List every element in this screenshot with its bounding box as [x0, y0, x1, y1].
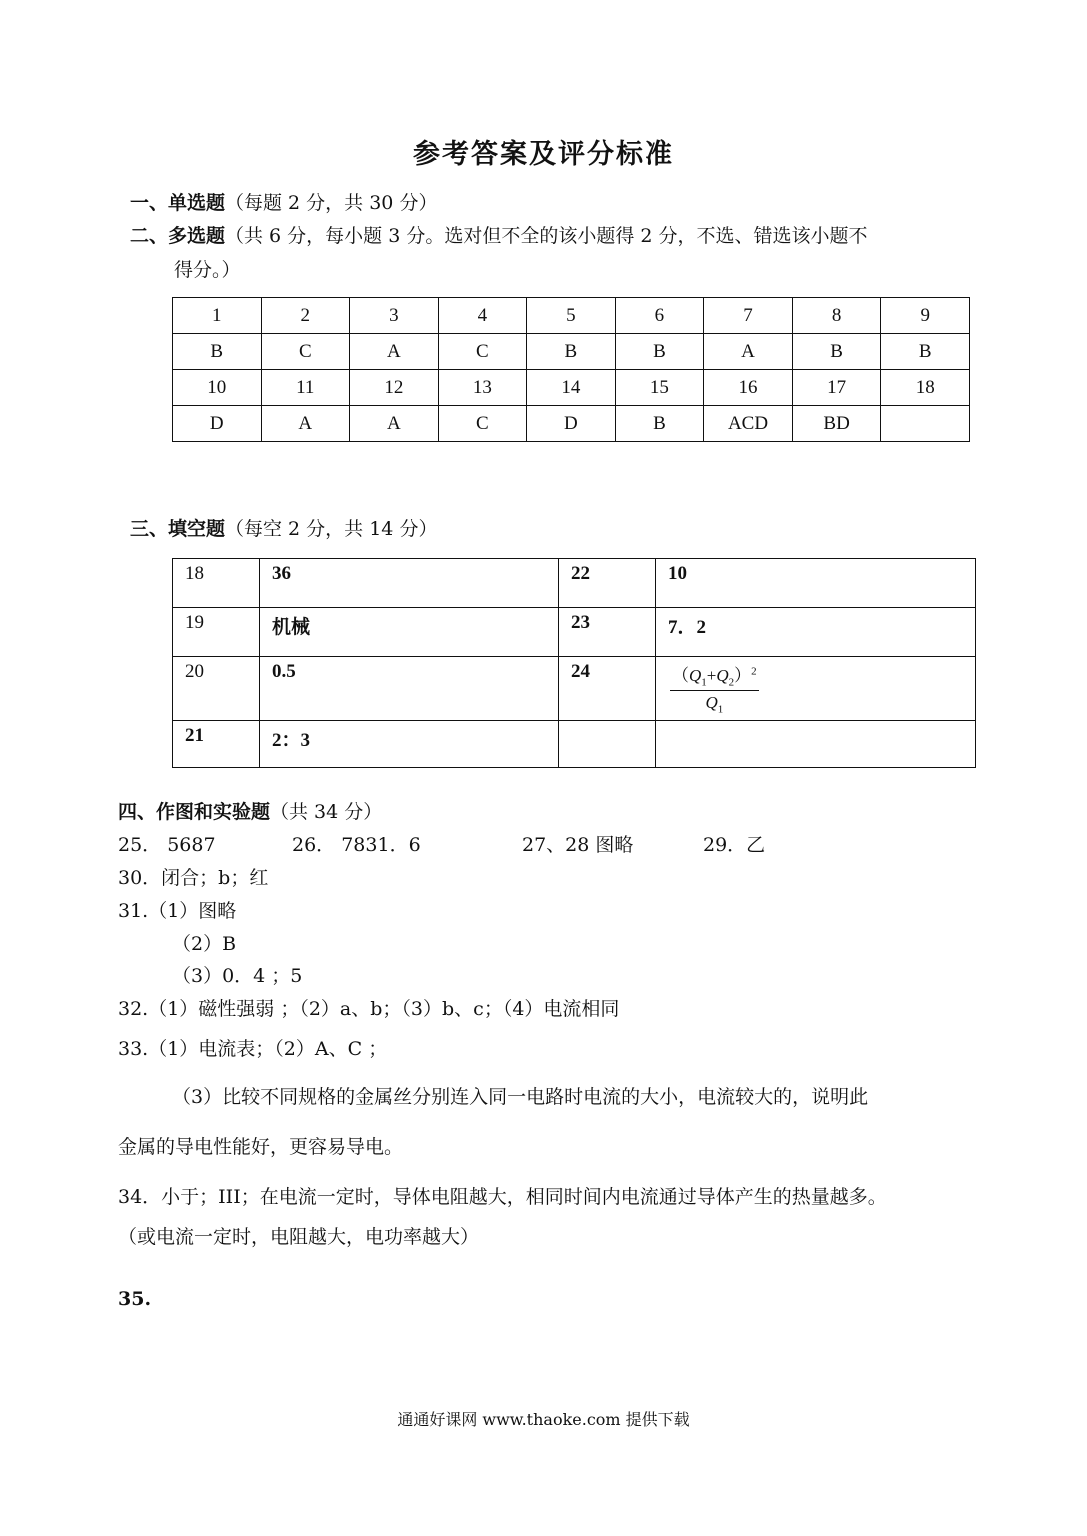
answer-26: 26． 7831．6	[292, 834, 421, 856]
table-row	[173, 657, 976, 721]
section-fill-blank	[130, 514, 437, 541]
paren: （	[672, 666, 689, 685]
answer-33-3-continued: 金属的导电性能好，更容易导电。	[118, 1136, 404, 1158]
answer-30: 30．闭合；b；红	[118, 867, 269, 889]
section-experiment	[118, 797, 382, 824]
table-row	[173, 720, 976, 767]
question-number: 17	[792, 370, 881, 406]
answer-31-1: 31.（1）图略	[118, 900, 237, 922]
answer-row	[173, 334, 970, 370]
question-number: 21	[173, 720, 260, 767]
answer-cell: A	[704, 334, 793, 370]
question-number: 16	[704, 370, 793, 406]
question-number: 22	[559, 559, 656, 608]
answer-cell: D	[173, 406, 262, 442]
section-note: （每空 2 分，共 14 分）	[225, 518, 438, 540]
table-row	[173, 608, 976, 657]
question-number: 1	[173, 298, 262, 334]
answer-cell: 10	[656, 559, 976, 608]
answer-cell	[656, 657, 976, 721]
answer-cell	[656, 720, 976, 767]
answer-33-3: （3）比较不同规格的金属丝分别连入同一电路时电流的大小，电流较大的，说明此	[172, 1086, 869, 1108]
answer-cell: B	[527, 334, 616, 370]
answer-cell: D	[527, 406, 616, 442]
answer-cell: ACD	[704, 406, 793, 442]
symbol: Q	[705, 693, 718, 713]
answer-cell: 机械	[260, 608, 559, 657]
section-heading: 三、填空题	[130, 518, 226, 540]
answer-31-3: （3）0．4 ；5	[172, 965, 303, 987]
plus: +	[706, 666, 717, 685]
answer-32: 32.（1）磁性强弱 ；（2）a、b；（3）b、c；（4）电流相同	[118, 998, 620, 1020]
section-multi-choice	[130, 221, 868, 248]
question-number: 18	[173, 559, 260, 608]
question-number: 14	[527, 370, 616, 406]
paren: ）	[734, 666, 752, 685]
subscript: 1	[701, 676, 707, 689]
answer-cell: B	[792, 334, 881, 370]
answer-cell: B	[615, 334, 704, 370]
question-number: 20	[173, 657, 260, 721]
answer-cell: C	[438, 334, 527, 370]
answer-29: 29．乙	[703, 834, 766, 856]
question-number: 24	[559, 657, 656, 721]
answer-cell: A	[350, 406, 439, 442]
answer-cell: 7．2	[656, 608, 976, 657]
answer-27-28: 27、28 图略	[522, 834, 634, 856]
symbol: Q	[689, 666, 702, 685]
question-number: 10	[173, 370, 262, 406]
answer-33-1: 33.（1）电流表；（2）A、C ；	[118, 1038, 388, 1060]
footer-source: 通通好课网 www.thaoke.com 提供下载	[397, 1410, 690, 1429]
answer-cell: B	[173, 334, 262, 370]
subscript: 2	[728, 676, 735, 689]
question-number: 7	[704, 298, 793, 334]
fraction-numerator	[670, 661, 759, 691]
answer-cell: B	[615, 406, 704, 442]
answer-cell: C	[261, 334, 350, 370]
answer-cell: A	[350, 334, 439, 370]
answer-cell: 2：3	[260, 720, 559, 767]
subscript: 1	[717, 703, 724, 716]
fraction-denominator	[670, 691, 759, 715]
fill-answer-table	[172, 558, 976, 768]
question-number	[559, 720, 656, 767]
section-note: （每题 2 分，共 30 分）	[225, 192, 438, 214]
question-number: 12	[350, 370, 439, 406]
answer-25: 25． 5687	[118, 834, 216, 856]
question-number: 2	[261, 298, 350, 334]
section-heading: 二、多选题	[130, 225, 226, 247]
question-number-row	[173, 370, 970, 406]
question-number: 19	[173, 608, 260, 657]
answer-31-2: （2）B	[172, 933, 237, 955]
page-title: 参考答案及评分标准	[413, 139, 674, 170]
question-number: 9	[881, 298, 970, 334]
answer-35: 35.	[118, 1288, 152, 1310]
section-note: （共 6 分，每小题 3 分。选对但不全的该小题得 2 分，不选、错选该小题不	[225, 225, 868, 247]
section-note: （共 34 分）	[270, 801, 383, 823]
question-number: 11	[261, 370, 350, 406]
question-number: 18	[881, 370, 970, 406]
table-row	[173, 559, 976, 608]
answer-34-continued: （或电流一定时，电阻越大，电功率越大）	[118, 1226, 480, 1248]
choice-answer-table	[172, 297, 970, 442]
question-number: 4	[438, 298, 527, 334]
answer-cell: C	[438, 406, 527, 442]
answer-cell: 0.5	[260, 657, 559, 721]
fraction-formula	[670, 661, 759, 716]
answer-cell: BD	[792, 406, 881, 442]
answer-34: 34．小于；III；在电流一定时，导体电阻越大，相同时间内电流通过导体产生的热量越多。	[118, 1186, 887, 1208]
question-number: 3	[350, 298, 439, 334]
answer-cell: B	[881, 334, 970, 370]
section-heading: 四、作图和实验题	[118, 801, 271, 823]
question-number: 13	[438, 370, 527, 406]
answer-cell	[881, 406, 970, 442]
question-number: 5	[527, 298, 616, 334]
answer-cell: A	[261, 406, 350, 442]
answer-row	[173, 406, 970, 442]
question-number-row	[173, 298, 970, 334]
section-single-choice	[130, 188, 437, 215]
section-heading: 一、单选题	[130, 192, 226, 214]
question-number: 6	[615, 298, 704, 334]
section-note-continued: 得分。）	[174, 259, 241, 281]
answer-cell: 36	[260, 559, 559, 608]
symbol: Q	[716, 666, 729, 685]
superscript: 2	[751, 665, 757, 678]
question-number: 23	[559, 608, 656, 657]
question-number: 8	[792, 298, 881, 334]
question-number: 15	[615, 370, 704, 406]
